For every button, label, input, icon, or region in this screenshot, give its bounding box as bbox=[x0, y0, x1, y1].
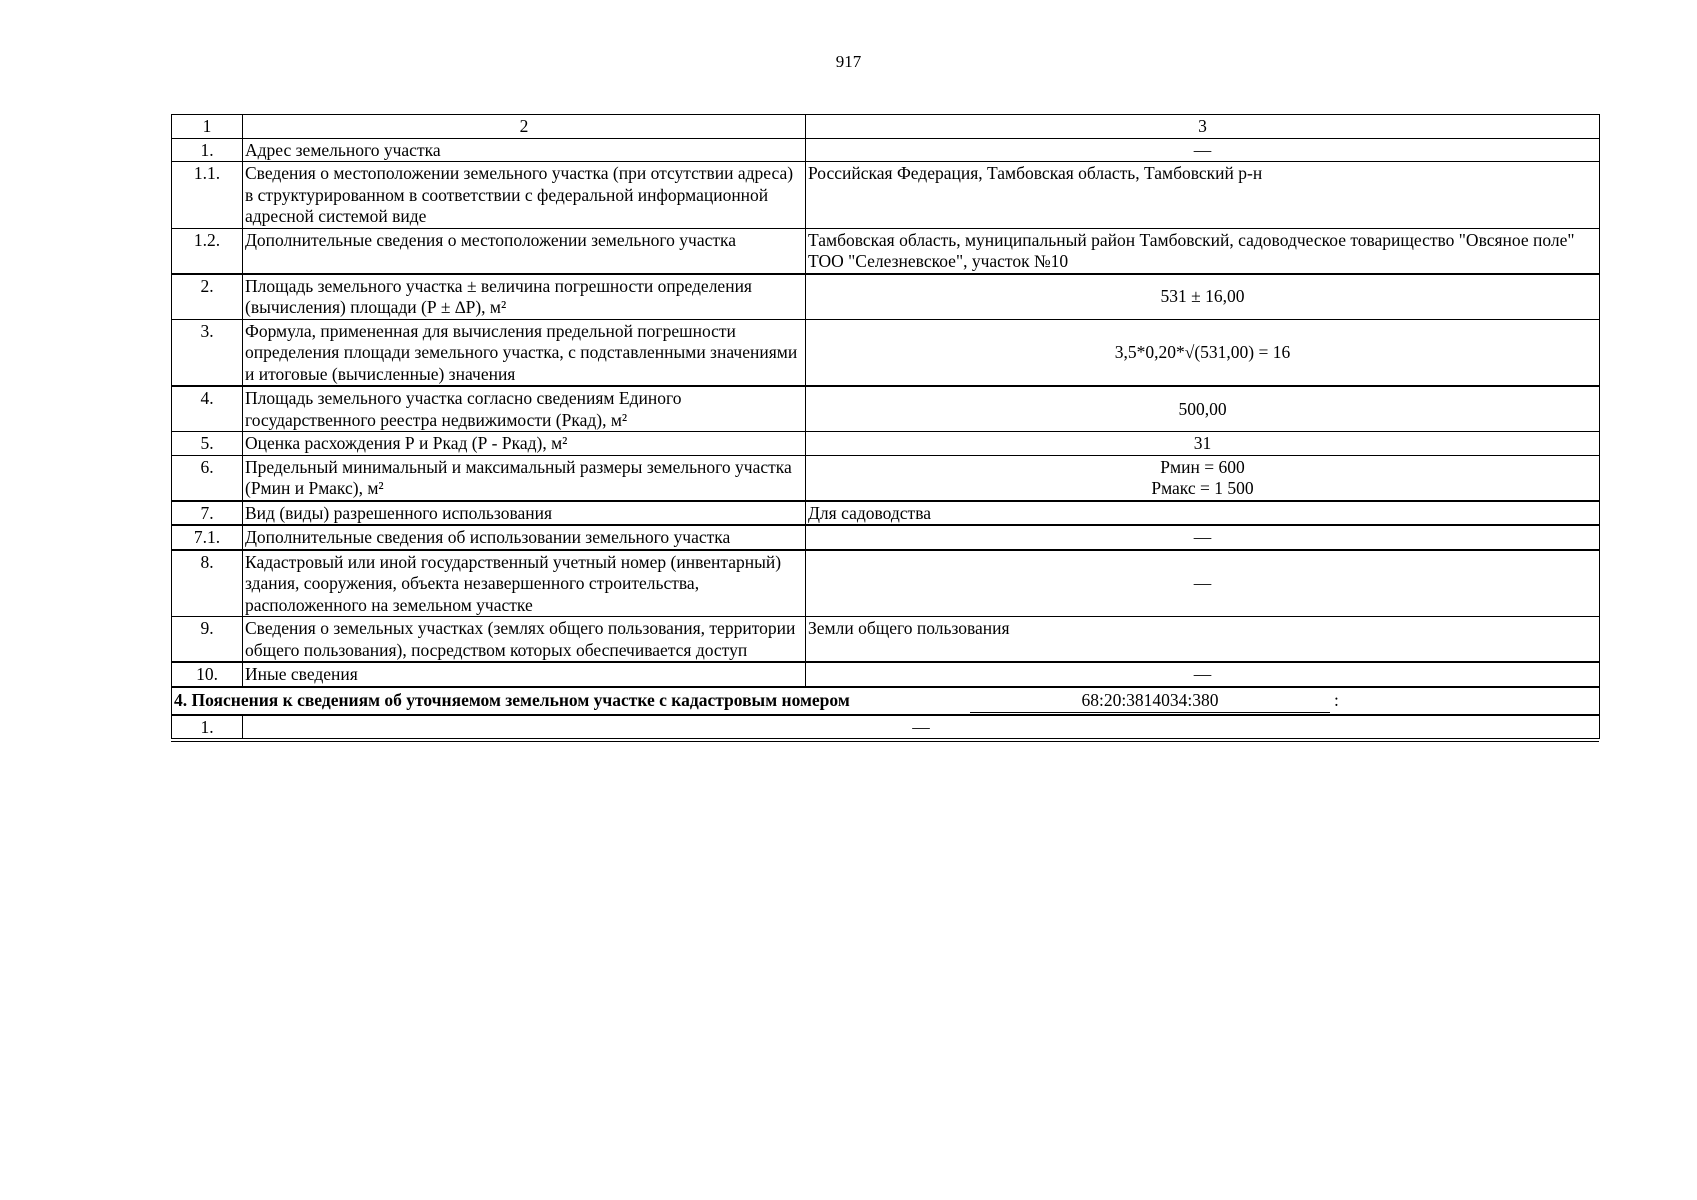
table-row bbox=[172, 501, 1600, 526]
table-row bbox=[172, 550, 1600, 617]
table-header-row bbox=[172, 115, 1600, 139]
row-label: Адрес земельного участка bbox=[243, 138, 806, 162]
table-row bbox=[172, 138, 1600, 162]
row-number: 2. bbox=[172, 274, 243, 320]
row-label: Вид (виды) разрешенного использования bbox=[243, 501, 806, 526]
row-number: 1. bbox=[172, 715, 243, 739]
row-label: Площадь земельного участка согласно сведениям Единого государственного реестра недвижимости (Ркад), м² bbox=[243, 386, 806, 432]
row-number: 6. bbox=[172, 455, 243, 501]
max-size-value: Рмакс = 1 500 bbox=[1151, 478, 1254, 498]
table-bottom-rule bbox=[171, 741, 1599, 742]
row-number: 9. bbox=[172, 617, 243, 663]
table-row bbox=[172, 432, 1600, 456]
row-number: 10. bbox=[172, 662, 243, 687]
table-row bbox=[172, 662, 1600, 687]
table-row bbox=[172, 274, 1600, 320]
table-row bbox=[172, 617, 1600, 663]
cadastral-colon: : bbox=[1334, 689, 1339, 710]
table-row bbox=[172, 715, 1600, 739]
row-value: — bbox=[806, 525, 1600, 550]
row-number: 8. bbox=[172, 550, 243, 617]
row-label: Площадь земельного участка ± величина погрешности определения (вычисления) площади (Р ± ∆Р), м² bbox=[243, 274, 806, 320]
row-value: Для садоводства bbox=[806, 501, 1600, 526]
row-value: Земли общего пользования bbox=[806, 617, 1600, 663]
row-value-min-max bbox=[806, 455, 1600, 501]
row-number: 7.1. bbox=[172, 525, 243, 550]
row-label: Дополнительные сведения об использовании земельного участка bbox=[243, 525, 806, 550]
row-label: Сведения о земельных участках (землях общего пользования, территории общего пользования), посредством которых обеспечивается доступ bbox=[243, 617, 806, 663]
row-number: 4. bbox=[172, 386, 243, 432]
header-col-3: 3 bbox=[806, 115, 1600, 139]
row-label: Сведения о местоположении земельного участка (при отсутствии адреса) в структурированном в соответствии с федеральной информационной адресной системой виде bbox=[243, 162, 806, 229]
row-value: — bbox=[806, 138, 1600, 162]
row-value: — bbox=[243, 715, 1600, 739]
table-row bbox=[172, 228, 1600, 274]
row-label: Предельный минимальный и максимальный размеры земельного участка (Рмин и Рмакс), м² bbox=[243, 455, 806, 501]
row-value: 31 bbox=[806, 432, 1600, 456]
row-value: 531 ± 16,00 bbox=[806, 274, 1600, 320]
land-plot-table bbox=[171, 114, 1600, 739]
section-4-header-row bbox=[172, 687, 1600, 715]
row-value: Тамбовская область, муниципальный район Тамбовский, садоводческое товарищество "Овсяное поле" ТОО "Селезневское", участок №10 bbox=[806, 228, 1600, 274]
header-col-1: 1 bbox=[172, 115, 243, 139]
row-number: 1.1. bbox=[172, 162, 243, 229]
row-number: 1. bbox=[172, 138, 243, 162]
row-value: Российская Федерация, Тамбовская область, Тамбовский р-н bbox=[806, 162, 1600, 229]
row-number: 5. bbox=[172, 432, 243, 456]
row-label: Иные сведения bbox=[243, 662, 806, 687]
table-row bbox=[172, 455, 1600, 501]
page-number: 917 bbox=[835, 52, 862, 71]
row-value: — bbox=[806, 662, 1600, 687]
row-value: — bbox=[806, 550, 1600, 617]
header-col-2: 2 bbox=[243, 115, 806, 139]
table-row bbox=[172, 319, 1600, 386]
row-label: Дополнительные сведения о местоположении земельного участка bbox=[243, 228, 806, 274]
row-value: 500,00 bbox=[806, 386, 1600, 432]
section-4-header bbox=[172, 687, 1600, 715]
row-label: Оценка расхождения Р и Ркад (Р - Ркад), м² bbox=[243, 432, 806, 456]
table-row bbox=[172, 525, 1600, 550]
row-number: 1.2. bbox=[172, 228, 243, 274]
row-label: Кадастровый или иной государственный учетный номер (инвентарный) здания, сооружения, объекта незавершенного строительства, расположенного на земельном участке bbox=[243, 550, 806, 617]
table-row bbox=[172, 162, 1600, 229]
min-size-value: Рмин = 600 bbox=[1160, 456, 1245, 477]
row-number: 7. bbox=[172, 501, 243, 526]
row-value: 3,5*0,20*√(531,00) = 16 bbox=[806, 319, 1600, 386]
section-4-title: 4. Пояснения к сведениям об уточняемом земельном участке с кадастровым номером bbox=[174, 689, 850, 710]
cadastral-number: 68:20:3814034:380 bbox=[970, 690, 1330, 713]
table-row bbox=[172, 386, 1600, 432]
row-number: 3. bbox=[172, 319, 243, 386]
row-label: Формула, примененная для вычисления предельной погрешности определения площади земельного участка, с подставленными значениями и итоговые (вычисленные) значения bbox=[243, 319, 806, 386]
